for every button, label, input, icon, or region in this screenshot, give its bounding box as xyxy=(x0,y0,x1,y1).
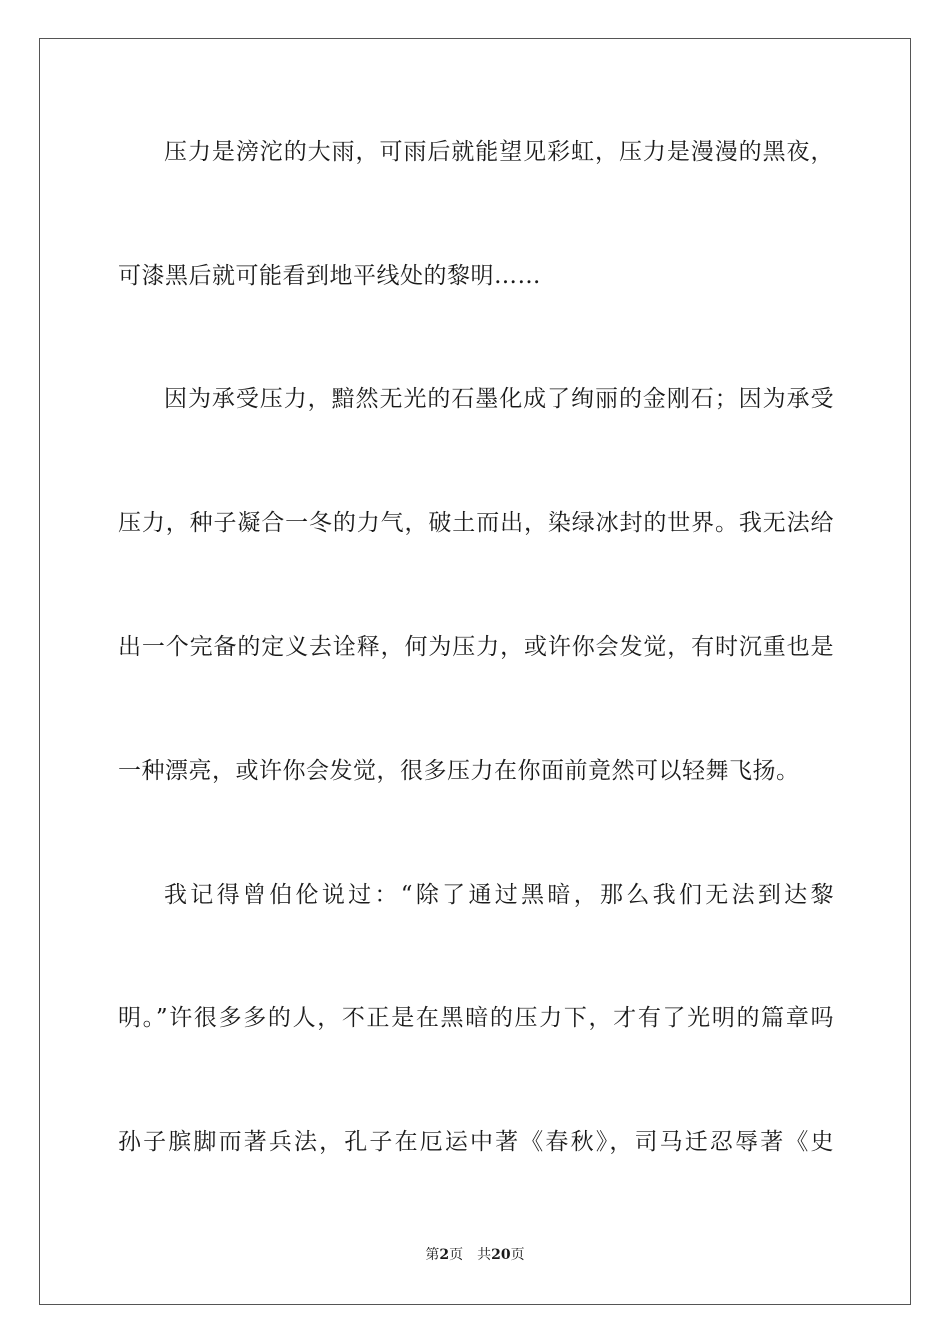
total-suffix: 页 xyxy=(510,1247,525,1263)
text-line: 一种漂亮，或许你会发觉，很多压力在你面前竟然可以轻舞飞扬。 xyxy=(118,758,800,784)
total-pages: 20 xyxy=(491,1247,511,1263)
text-line: 压力，种子凝合一冬的力气，破土而出，染绿冰封的世界。我无法给 xyxy=(118,510,834,536)
page-footer xyxy=(0,1246,950,1264)
page-border xyxy=(39,38,911,1305)
page-prefix: 第 xyxy=(425,1247,440,1263)
text-line: 可漆黑后就可能看到地平线处的黎明…… xyxy=(118,263,541,289)
total-prefix: 共 xyxy=(477,1247,492,1263)
text-line: 压力是滂沱的大雨，可雨后就能望见彩虹，压力是漫漫的黑夜， xyxy=(164,139,834,165)
text-line: 我记得曾伯伦说过：“除了通过黑暗，那么我们无法到达黎 xyxy=(164,882,834,908)
page-number: 2 xyxy=(439,1247,450,1263)
text-line: 因为承受压力，黯然无光的石墨化成了绚丽的金刚石；因为承受 xyxy=(164,386,834,412)
text-line: 孙子膑脚而著兵法，孔子在厄运中著《春秋》，司马迁忍辱著《史 xyxy=(118,1129,834,1155)
text-line: 出一个完备的定义去诠释，何为压力，或许你会发觉，有时沉重也是 xyxy=(118,634,834,660)
text-line: 明。”许很多多的人，不正是在黑暗的压力下，才有了光明的篇章吗 xyxy=(118,1005,834,1031)
page-suffix: 页 xyxy=(449,1247,464,1263)
